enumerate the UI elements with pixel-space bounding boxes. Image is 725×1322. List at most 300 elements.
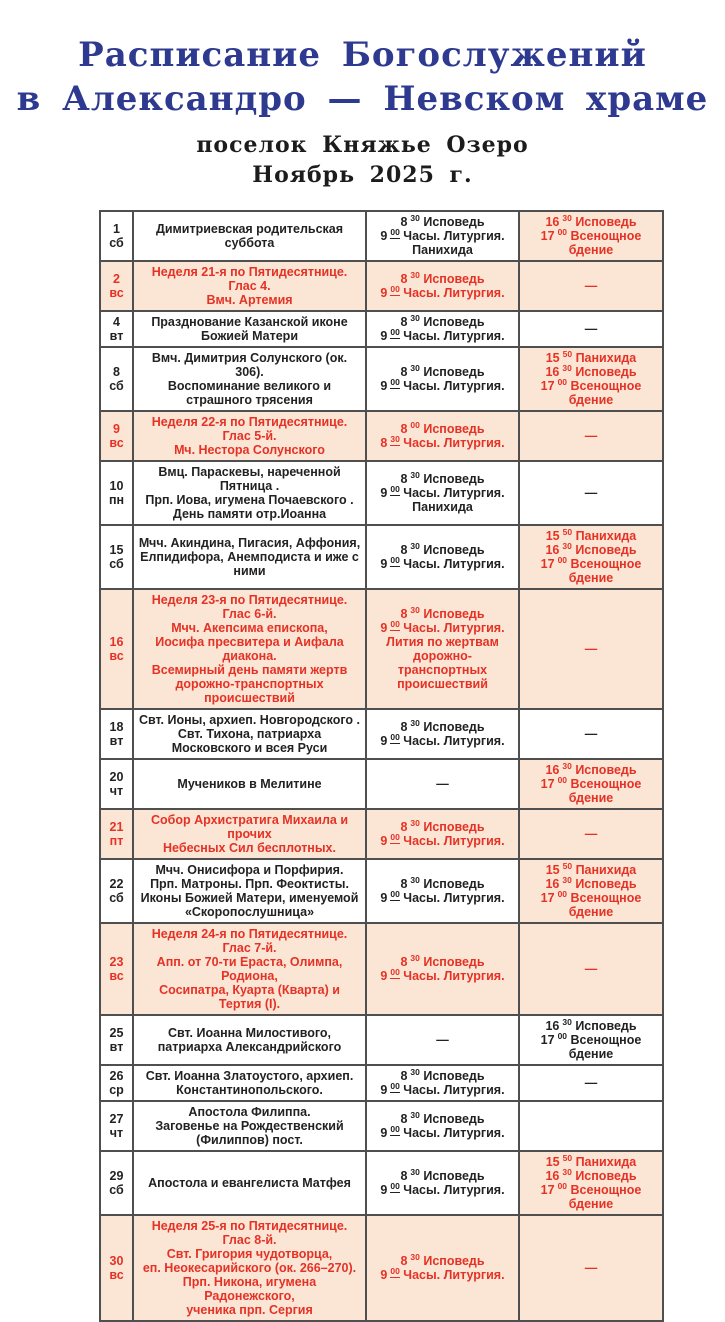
- service-time-line: 8 $^{30}$ Исповедь: [400, 541, 485, 558]
- description-cell: [133, 1151, 366, 1215]
- morning-services-cell: [366, 525, 519, 589]
- time-minutes: 30: [410, 1252, 420, 1263]
- date-number: 21: [109, 820, 124, 835]
- table-row-21-пт: [100, 809, 663, 859]
- dash: —: [436, 1033, 449, 1048]
- date-number: 25: [109, 1026, 124, 1041]
- description-line: Прп. Матроны. Прп. Феоктисты.: [150, 877, 349, 892]
- no-service-dash: [524, 429, 658, 443]
- service-time-line: 9 $^{00}$ Часы. Литургия.: [380, 1124, 505, 1141]
- service-time-line: 9 $^{00}$ Часы. Литургия.: [380, 889, 505, 906]
- description-line: еп. Неокесарийского (ок. 266–270).: [142, 1261, 357, 1276]
- evening-services-cell: [519, 261, 663, 311]
- date-number: 8: [113, 365, 120, 380]
- date-number: 30: [109, 1254, 124, 1269]
- service-time-line: 8 $^{30}$ Исповедь: [400, 818, 485, 835]
- date-number: 9: [113, 422, 120, 437]
- date-cell: [100, 709, 133, 759]
- description-line: (Филиппов) пост.: [196, 1133, 303, 1148]
- service-time-line: 9 $^{00}$ Часы. Литургия.: [380, 832, 505, 849]
- description-line: Небесных Сил бесплотных.: [163, 841, 336, 856]
- description-line: Мчч. Акиндина, Пигасия, Аффония,: [138, 536, 361, 551]
- description-line: Сосипатра, Куарта (Кварта) и Тертия (I).: [159, 983, 340, 1012]
- morning-services-cell: [366, 411, 519, 461]
- time-minutes: 00: [390, 967, 400, 978]
- morning-services-cell: [366, 759, 519, 809]
- no-service-dash: [371, 777, 514, 791]
- description-cell: [133, 589, 366, 709]
- date-number: 4: [113, 315, 120, 330]
- title-line-2: в Александро — Невском храме: [16, 78, 709, 119]
- description-cell: [133, 525, 366, 589]
- service-time-line: 8 $^{30}$ Исповедь: [400, 213, 485, 230]
- morning-services-cell: [366, 311, 519, 347]
- dash: —: [584, 962, 598, 977]
- description-line: День памяти отр.Иоанна: [172, 507, 327, 522]
- service-time-line: 16 $^{30}$ Исповедь: [545, 1167, 637, 1184]
- evening-services-cell: [519, 859, 663, 923]
- time-minutes: 30: [410, 313, 420, 324]
- table-row-4-вт: [100, 311, 663, 347]
- evening-services-cell: [519, 311, 663, 347]
- description-cell: [133, 347, 366, 411]
- table-row-29-сб: [100, 1151, 663, 1215]
- day-of-week: вс: [109, 969, 124, 984]
- description-line: дорожно-транспортных происшествий: [175, 677, 324, 706]
- time-minutes: 00: [390, 1124, 400, 1135]
- time-minutes: 30: [562, 1167, 572, 1178]
- date-number: 18: [109, 720, 124, 735]
- no-service-dash: [524, 827, 658, 841]
- evening-services-cell: [519, 461, 663, 525]
- day-of-week: чт: [109, 784, 124, 799]
- time-minutes: 00: [410, 420, 420, 431]
- service-time-line: 9 $^{00}$ Часы. Литургия.: [380, 1266, 505, 1283]
- service-time-line: 17 $^{00}$ Всенощное бдение: [540, 555, 642, 586]
- description-line: Свт. Тихона, патриарха Московского и всея Руси: [171, 727, 328, 756]
- service-time-line: 16 $^{30}$ Исповедь: [545, 363, 637, 380]
- description-line: Вмч. Димитрия Солунского (ок. 306).: [151, 351, 348, 380]
- time-minutes: 50: [562, 1153, 573, 1164]
- description-cell: [133, 311, 366, 347]
- time-minutes: 30: [562, 761, 572, 772]
- time-minutes: 00: [557, 775, 568, 786]
- time-minutes: 00: [390, 1266, 400, 1277]
- time-minutes: 00: [557, 1031, 568, 1042]
- table-row-27-чт: [100, 1101, 663, 1151]
- date-cell: [100, 759, 133, 809]
- evening-services-cell: [519, 1101, 663, 1151]
- service-time-line: 16 $^{30}$ Исповедь: [545, 541, 637, 558]
- page-title: [0, 34, 725, 121]
- subtitle-month: Ноябрь 2025 г.: [252, 161, 473, 188]
- morning-services-cell: [366, 1015, 519, 1065]
- service-time-line: 17 $^{00}$ Всенощное бдение: [540, 227, 642, 258]
- service-time-line: 9 $^{00}$ Часы. Литургия.: [380, 484, 505, 501]
- service-time-line: 8 $^{30}$ Исповедь: [400, 363, 485, 380]
- time-minutes: 50: [562, 527, 573, 538]
- no-service-dash: [524, 727, 658, 741]
- service-time-line: 17 $^{00}$ Всенощное бдение: [540, 377, 642, 408]
- service-text-line: дорожно-транспортных: [397, 649, 488, 678]
- time-minutes: 30: [410, 718, 420, 729]
- description-cell: [133, 709, 366, 759]
- date-cell: [100, 347, 133, 411]
- time-minutes: 30: [410, 213, 420, 224]
- dash: —: [584, 429, 598, 444]
- time-minutes: 30: [410, 1167, 420, 1178]
- morning-services-cell: [366, 709, 519, 759]
- date-cell: [100, 525, 133, 589]
- description-cell: [133, 1215, 366, 1321]
- subtitle-location: поселок Княжье Озеро: [196, 132, 529, 159]
- time-minutes: 00: [390, 1081, 400, 1092]
- morning-services-cell: [366, 809, 519, 859]
- description-line: Прп. Иова, игумена Почаевского .: [145, 493, 354, 508]
- service-time-line: 17 $^{00}$ Всенощное бдение: [540, 889, 642, 920]
- time-minutes: 30: [390, 434, 400, 445]
- no-service-dash: [524, 1261, 658, 1275]
- no-service-dash: [524, 1076, 658, 1090]
- time-minutes: 30: [410, 605, 420, 616]
- date-cell: [100, 1215, 133, 1321]
- description-line: Апп. от 70-ти Ераста, Олимпа, Родиона,: [156, 955, 343, 984]
- description-line: Апостола Филиппа.: [188, 1105, 311, 1120]
- description-line: Иосифа пресвитера и Аифала диакона.: [155, 635, 344, 664]
- no-service-dash: [371, 1033, 514, 1047]
- description-line: Апостола и евангелиста Матфея: [148, 1176, 351, 1191]
- evening-services-cell: [519, 411, 663, 461]
- description-cell: [133, 809, 366, 859]
- date-number: 26: [109, 1069, 124, 1084]
- description-line: Свт. Иоанна Златоустого, архиеп.: [145, 1069, 354, 1084]
- evening-services-cell: [519, 347, 663, 411]
- service-text-line: происшествий: [397, 677, 488, 692]
- time-minutes: 30: [410, 1110, 420, 1121]
- service-time-line: 8 $^{00}$ Исповедь: [400, 420, 485, 437]
- time-minutes: 00: [390, 284, 400, 295]
- description-line: Вмч. Артемия: [206, 293, 293, 308]
- service-time-line: 9 $^{00}$ Часы. Литургия.: [380, 1081, 505, 1098]
- table-row-23-вс: [100, 923, 663, 1015]
- date-cell: [100, 311, 133, 347]
- evening-services-cell: [519, 923, 663, 1015]
- date-number: 23: [109, 955, 124, 970]
- no-service-dash: [524, 486, 658, 500]
- time-minutes: 30: [562, 213, 572, 224]
- service-time-line: 9 $^{00}$ Часы. Литургия.: [380, 555, 505, 572]
- time-minutes: 00: [390, 619, 400, 630]
- dash: —: [584, 486, 598, 501]
- morning-services-cell: [366, 923, 519, 1015]
- table-row-8-сб: [100, 347, 663, 411]
- time-minutes: 30: [562, 875, 572, 886]
- day-of-week: вт: [109, 734, 124, 749]
- service-time-line: 8 $^{30}$ Исповедь: [400, 1252, 485, 1269]
- evening-services-cell: [519, 709, 663, 759]
- description-line: Константинопольского.: [176, 1083, 323, 1098]
- time-minutes: 00: [390, 484, 400, 495]
- date-cell: [100, 923, 133, 1015]
- description-line: Прп. Никона, игумена Радонежского,: [182, 1275, 317, 1304]
- service-text-line: Панихида: [412, 243, 473, 258]
- time-minutes: 00: [557, 889, 568, 900]
- service-time-line: 8 $^{30}$ Исповедь: [400, 470, 485, 487]
- time-minutes: 30: [562, 1017, 572, 1028]
- description-line: «Скоропослушница»: [184, 905, 315, 920]
- no-service-dash: [524, 642, 658, 656]
- day-of-week: вт: [109, 1040, 124, 1055]
- date-cell: [100, 411, 133, 461]
- dash: —: [584, 727, 598, 742]
- morning-services-cell: [366, 589, 519, 709]
- table-row-1-сб: [100, 211, 663, 261]
- morning-services-cell: [366, 1101, 519, 1151]
- day-of-week: сб: [109, 891, 124, 906]
- date-number: 2: [113, 272, 120, 287]
- date-number: 15: [109, 543, 124, 558]
- date-cell: [100, 461, 133, 525]
- service-schedule-table: [99, 210, 664, 1322]
- morning-services-cell: [366, 261, 519, 311]
- morning-services-cell: [366, 1065, 519, 1101]
- service-time-line: 15 $^{50}$ Панихида: [545, 527, 637, 544]
- time-minutes: 30: [410, 1067, 420, 1078]
- time-minutes: 30: [410, 270, 420, 281]
- description-line: Божией Матери: [200, 329, 299, 344]
- service-time-line: 8 $^{30}$ Исповедь: [400, 270, 485, 287]
- date-number: 27: [109, 1112, 124, 1127]
- description-line: Неделя 25-я по Пятидесятнице. Глас 8-й.: [151, 1219, 348, 1248]
- time-minutes: 00: [390, 377, 400, 388]
- evening-services-cell: [519, 1015, 663, 1065]
- time-minutes: 00: [557, 1181, 568, 1192]
- dash: —: [584, 1076, 598, 1091]
- service-time-line: 9 $^{00}$ Часы. Литургия.: [380, 1181, 505, 1198]
- description-line: Неделя 22-я по Пятидесятнице. Глас 5-й.: [151, 415, 348, 444]
- description-line: Неделя 21-я по Пятидесятнице. Глас 4.: [151, 265, 348, 294]
- time-minutes: 30: [562, 541, 572, 552]
- service-time-line: 16 $^{30}$ Исповедь: [545, 761, 637, 778]
- evening-services-cell: [519, 589, 663, 709]
- evening-services-cell: [519, 809, 663, 859]
- time-minutes: 30: [410, 470, 420, 481]
- page-subtitle: [0, 131, 725, 190]
- dash: —: [584, 1261, 598, 1276]
- no-service-dash: [524, 279, 658, 293]
- no-service-dash: [524, 962, 658, 976]
- time-minutes: 00: [390, 832, 400, 843]
- service-time-line: 15 $^{50}$ Панихида: [545, 349, 637, 366]
- title-line-1: Расписание Богослужений: [78, 35, 647, 75]
- day-of-week: сб: [109, 557, 124, 572]
- description-line: Елпидифора, Анемподиста и иже с ними: [140, 550, 359, 579]
- time-minutes: 50: [562, 861, 573, 872]
- table-row-25-вт: [100, 1015, 663, 1065]
- description-line: Воспоминание великого и страшного трясения: [167, 379, 332, 408]
- description-line: Неделя 23-я по Пятидесятнице. Глас 6-й.: [151, 593, 348, 622]
- description-line: Вмц. Параскевы, нареченной Пятница .: [158, 465, 341, 494]
- morning-services-cell: [366, 859, 519, 923]
- evening-services-cell: [519, 211, 663, 261]
- day-of-week: сб: [109, 1183, 124, 1198]
- service-time-line: 9 $^{00}$ Часы. Литургия.: [380, 732, 505, 749]
- service-time-line: 8 $^{30}$ Исповедь: [400, 718, 485, 735]
- date-number: 16: [109, 635, 124, 650]
- service-time-line: 9 $^{00}$ Часы. Литургия.: [380, 967, 505, 984]
- service-time-line: 8 $^{30}$ Исповедь: [400, 875, 485, 892]
- day-of-week: сб: [109, 379, 124, 394]
- description-cell: [133, 1101, 366, 1151]
- service-time-line: 16 $^{30}$ Исповедь: [545, 1017, 637, 1034]
- date-cell: [100, 809, 133, 859]
- morning-services-cell: [366, 211, 519, 261]
- service-time-line: 8 $^{30}$ Исповедь: [400, 1167, 485, 1184]
- time-minutes: 00: [557, 377, 568, 388]
- service-time-line: 17 $^{00}$ Всенощное бдение: [540, 1031, 642, 1062]
- table-row-10-пн: [100, 461, 663, 525]
- table-row-30-вс: [100, 1215, 663, 1321]
- service-time-line: 15 $^{50}$ Панихида: [545, 861, 637, 878]
- date-cell: [100, 1015, 133, 1065]
- date-number: 22: [109, 877, 124, 892]
- service-time-line: 9 $^{00}$ Часы. Литургия.: [380, 227, 505, 244]
- description-cell: [133, 1065, 366, 1101]
- table-row-9-вс: [100, 411, 663, 461]
- description-line: Собор Архистратига Михаила и прочих: [150, 813, 349, 842]
- table-row-15-сб: [100, 525, 663, 589]
- service-text-line: Панихида: [412, 500, 473, 515]
- time-minutes: 00: [557, 227, 568, 238]
- day-of-week: вс: [109, 1268, 124, 1283]
- description-line: Неделя 24-я по Пятидесятнице. Глас 7-й.: [151, 927, 348, 956]
- dash: —: [584, 827, 598, 842]
- service-time-line: 16 $^{30}$ Исповедь: [545, 213, 637, 230]
- time-minutes: 30: [562, 363, 572, 374]
- morning-services-cell: [366, 1151, 519, 1215]
- time-minutes: 30: [410, 363, 420, 374]
- date-number: 29: [109, 1169, 124, 1184]
- description-line: ученика прп. Сергия: [186, 1303, 313, 1318]
- description-cell: [133, 261, 366, 311]
- service-time-line: 9 $^{00}$ Часы. Литургия.: [380, 284, 505, 301]
- service-time-line: 8 $^{30}$ Исповедь: [400, 1067, 485, 1084]
- description-cell: [133, 411, 366, 461]
- description-line: Мчч. Онисифора и Порфирия.: [155, 863, 344, 878]
- dash: —: [584, 322, 598, 337]
- description-line: Мчч. Акепсима епископа,: [171, 621, 328, 636]
- dash: —: [584, 642, 598, 657]
- day-of-week: вс: [109, 436, 124, 451]
- time-minutes: 00: [390, 227, 400, 238]
- time-minutes: 00: [390, 555, 400, 566]
- service-time-line: 9 $^{00}$ Часы. Литургия.: [380, 619, 505, 636]
- service-time-line: 8 $^{30}$ Исповедь: [400, 605, 485, 622]
- date-cell: [100, 1101, 133, 1151]
- morning-services-cell: [366, 347, 519, 411]
- evening-services-cell: [519, 1215, 663, 1321]
- dash: —: [584, 279, 598, 294]
- time-minutes: 00: [390, 889, 400, 900]
- description-line: Празднование Казанской иконе: [151, 315, 348, 330]
- date-cell: [100, 261, 133, 311]
- date-cell: [100, 859, 133, 923]
- service-time-line: 8 $^{30}$ Исповедь: [400, 1110, 485, 1127]
- time-minutes: 00: [390, 327, 400, 338]
- day-of-week: пн: [108, 493, 125, 508]
- day-of-week: вт: [109, 329, 124, 344]
- time-minutes: 30: [410, 541, 420, 552]
- day-of-week: чт: [109, 1126, 124, 1141]
- time-minutes: 00: [390, 1181, 400, 1192]
- description-line: Всемирный день памяти жертв: [151, 663, 348, 678]
- service-time-line: 16 $^{30}$ Исповедь: [545, 875, 637, 892]
- service-time-line: 8 $^{30}$ Исповедь: [400, 313, 485, 330]
- evening-services-cell: [519, 759, 663, 809]
- date-cell: [100, 589, 133, 709]
- service-text-line: Лития по жертвам: [386, 635, 499, 650]
- service-time-line: 17 $^{00}$ Всенощное бдение: [540, 1181, 642, 1212]
- evening-services-cell: [519, 1151, 663, 1215]
- service-time-line: 9 $^{00}$ Часы. Литургия.: [380, 327, 505, 344]
- table-row-18-вт: [100, 709, 663, 759]
- service-time-line: 8 $^{30}$ Исповедь: [400, 953, 485, 970]
- date-cell: [100, 1151, 133, 1215]
- service-time-line: 9 $^{00}$ Часы. Литургия.: [380, 377, 505, 394]
- description-cell: [133, 759, 366, 809]
- description-line: Свт. Иоанна Милостивого,: [167, 1026, 332, 1041]
- table-row-20-чт: [100, 759, 663, 809]
- table-row-22-сб: [100, 859, 663, 923]
- evening-services-cell: [519, 525, 663, 589]
- description-line: Димитриевская родительская суббота: [155, 222, 344, 251]
- dash: —: [436, 777, 449, 792]
- time-minutes: 30: [410, 818, 420, 829]
- date-cell: [100, 1065, 133, 1101]
- table-row-2-вс: [100, 261, 663, 311]
- time-minutes: 00: [557, 555, 568, 566]
- day-of-week: сб: [109, 236, 124, 251]
- date-cell: [100, 211, 133, 261]
- service-time-line: 17 $^{00}$ Всенощное бдение: [540, 775, 642, 806]
- day-of-week: ср: [109, 1083, 124, 1098]
- description-cell: [133, 923, 366, 1015]
- time-minutes: 30: [410, 953, 420, 964]
- time-minutes: 00: [390, 732, 400, 743]
- description-line: Свт. Григория чудотворца,: [166, 1247, 333, 1262]
- description-cell: [133, 1015, 366, 1065]
- description-line: Заговенье на Рождественский: [155, 1119, 344, 1134]
- service-time-line: 15 $^{50}$ Панихида: [545, 1153, 637, 1170]
- morning-services-cell: [366, 1215, 519, 1321]
- evening-services-cell: [519, 1065, 663, 1101]
- no-service-dash: [524, 322, 658, 336]
- page-header: [0, 34, 725, 190]
- description-line: Мч. Нестора Солунского: [174, 443, 325, 458]
- description-line: Иконы Божией Матери, именуемой: [140, 891, 359, 906]
- time-minutes: 30: [410, 875, 420, 886]
- time-minutes: 50: [562, 349, 573, 360]
- morning-services-cell: [366, 461, 519, 525]
- description-cell: [133, 859, 366, 923]
- day-of-week: вс: [109, 286, 124, 301]
- day-of-week: вс: [109, 649, 124, 664]
- day-of-week: пт: [109, 834, 124, 849]
- description-cell: [133, 461, 366, 525]
- table-row-16-вс: [100, 589, 663, 709]
- description-line: Свт. Ионы, архиеп. Новгородского .: [138, 713, 360, 728]
- table-row-26-ср: [100, 1065, 663, 1101]
